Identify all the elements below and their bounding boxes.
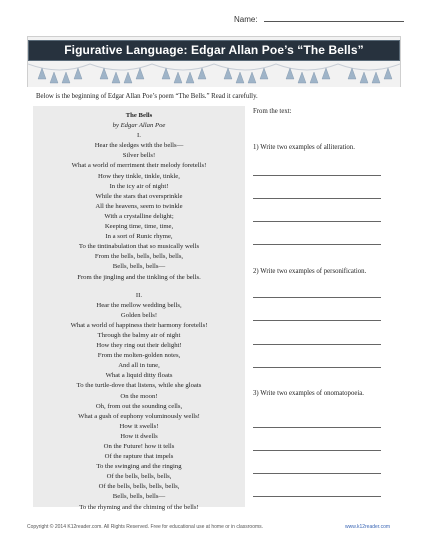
- poem-line: How they tinkle, tinkle, tinkle,: [98, 172, 180, 180]
- poem-line: Through the balmy air of night: [97, 331, 181, 339]
- answer-line[interactable]: [253, 221, 381, 222]
- poem-line: With a crystalline delight;: [104, 212, 174, 220]
- poem-line: What a liquid ditty floats: [105, 372, 173, 380]
- name-line[interactable]: [264, 14, 404, 22]
- poem-line: Of the bells, bells, bells,: [106, 473, 172, 481]
- footer: [0, 520, 425, 538]
- title-bar: [28, 40, 400, 61]
- poem-line: To the turtle-dove that listens, while she gloats: [76, 382, 202, 390]
- part-label: I.: [137, 132, 141, 140]
- answer-line[interactable]: [253, 198, 381, 199]
- poem-line: To the tintinabulation that so musically wells: [78, 243, 200, 251]
- website-link[interactable]: www.k12reader.com: [345, 524, 391, 530]
- name-label: Name:: [234, 15, 258, 24]
- poem-line: Golden bells!: [120, 311, 158, 319]
- answer-line[interactable]: [253, 367, 381, 368]
- poem-line: In a sort of Runic rhyme,: [105, 233, 173, 241]
- answer-line[interactable]: [253, 473, 381, 474]
- poem-line: From the jingling and the tinkling of the bells.: [77, 273, 201, 281]
- stanza-2: [33, 301, 245, 513]
- part-label: II.: [135, 291, 143, 299]
- poem-line: From the bells, bells, bells, bells,: [94, 253, 184, 261]
- poem-line: Bells, bells, bells—: [112, 263, 166, 271]
- poem-line: What a world of happiness their harmony foretells!: [70, 321, 208, 329]
- poem-line: Of the bells, bells, bells, bells,: [98, 483, 180, 491]
- poem-line: On the Future! how it tells: [103, 443, 175, 450]
- poem-line: In the icy air of night!: [109, 182, 169, 190]
- answer-line[interactable]: [253, 450, 381, 451]
- answer-line[interactable]: [253, 244, 381, 245]
- title-banner: [27, 36, 401, 87]
- poem-line: How it swells!: [119, 422, 159, 430]
- poem: [33, 111, 245, 513]
- questions-heading: From the text:: [253, 108, 292, 115]
- poem-line: How they ring out their delight!: [96, 342, 182, 350]
- poem-line: From the molten-golden notes,: [97, 352, 181, 360]
- poem-line: What a gush of euphony voluminously wells!: [78, 412, 200, 420]
- bell-garland-icon: [28, 62, 400, 88]
- poem-panel: [33, 106, 245, 511]
- answer-line[interactable]: [253, 496, 381, 497]
- poem-line: Silver bells!: [122, 152, 156, 160]
- poem-line: Hear the sledges with the bells—: [94, 142, 184, 150]
- poem-line: Keeping time, time, time,: [104, 223, 174, 231]
- name-field: [234, 14, 404, 24]
- copyright-text: Copyright © 2014 K12reader.com. All Rights Reserved. Free for educational use at home or in classrooms.: [27, 524, 264, 530]
- poem-line: Hear the mellow wedding bells,: [96, 301, 182, 309]
- poem-line: To the rhyming and the chiming of the bells!: [79, 503, 199, 511]
- poem-line: On the moon!: [120, 392, 158, 400]
- poem-line: All the heavens, seem to twinkle: [95, 202, 183, 210]
- poem-title: The Bells: [125, 112, 153, 119]
- poem-line: Of the rapture that impels: [104, 453, 174, 461]
- poem-line: While the stars that oversprinkle: [95, 192, 183, 200]
- poem-line: And all in tune,: [118, 362, 160, 370]
- stanza-1: [33, 141, 245, 282]
- question-onomatopoeia: 3) Write two examples of onomatopoeia.: [253, 390, 364, 397]
- poem-line: Oh, from out the sounding cells,: [95, 402, 183, 410]
- answer-line[interactable]: [253, 427, 381, 428]
- worksheet-title: Figurative Language: Edgar Allan Poe’s “The Bells”: [64, 43, 364, 57]
- answer-line[interactable]: [253, 175, 381, 176]
- question-personification: 2) Write two examples of personification.: [253, 268, 367, 275]
- intro-text: Below is the beginning of Edgar Allan Poe’s poem “The Bells.” Read it carefully.: [36, 93, 258, 100]
- poem-line: Bells, bells, bells—: [112, 493, 166, 501]
- answer-line[interactable]: [253, 320, 381, 321]
- answer-line[interactable]: [253, 297, 381, 298]
- answer-line[interactable]: [253, 344, 381, 345]
- poem-line: To the swinging and the ringing: [96, 463, 182, 471]
- poem-line: How it dwells: [120, 432, 158, 440]
- question-alliteration: 1) Write two examples of alliteration.: [253, 144, 355, 151]
- poem-line: What a world of merriment their melody foretells!: [71, 162, 207, 170]
- poem-author: by Edgar Allan Poe: [112, 122, 166, 130]
